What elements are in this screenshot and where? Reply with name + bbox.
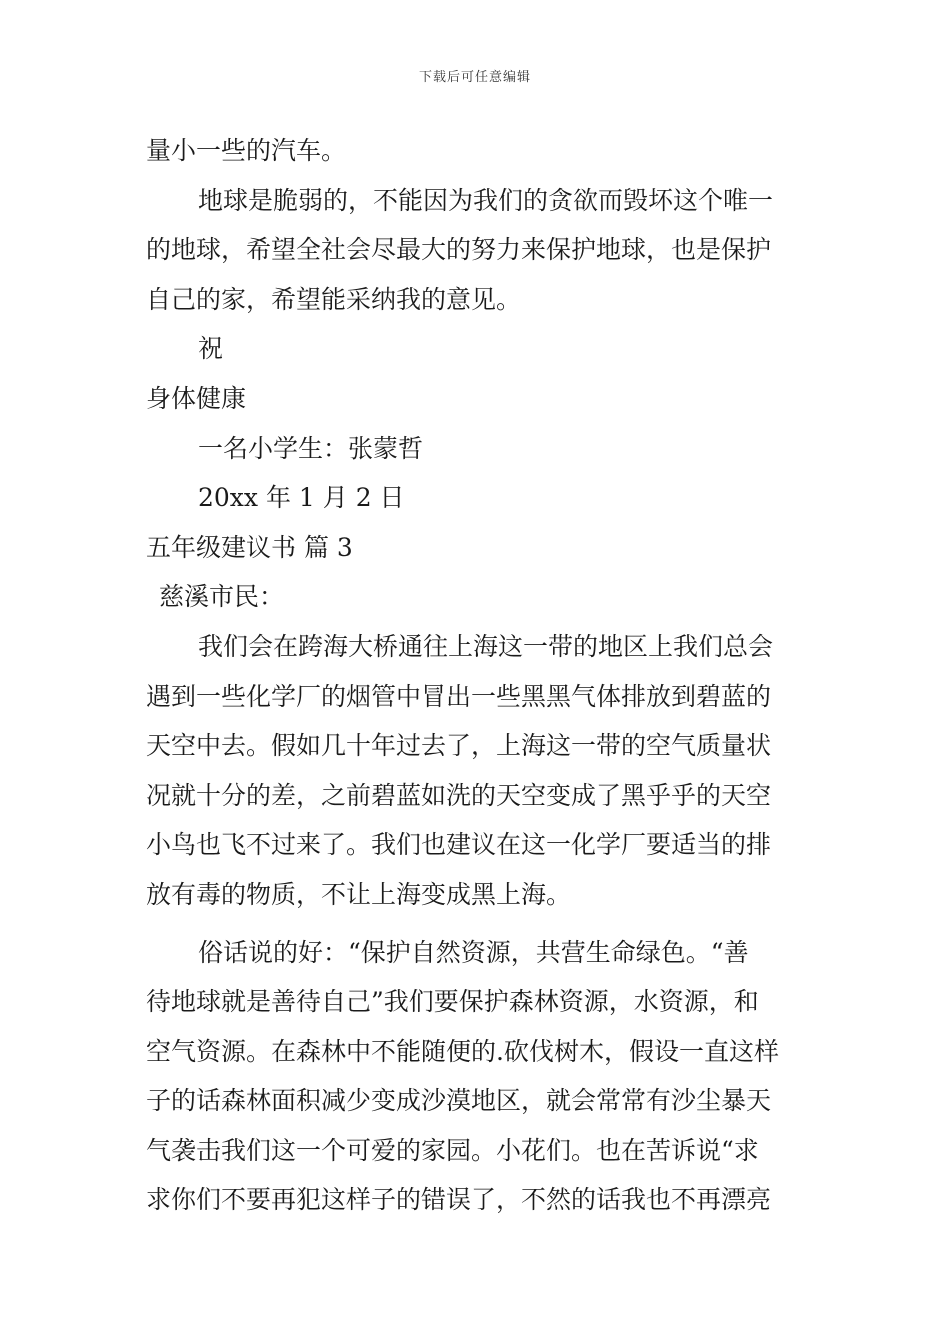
paragraph-line: 待地球就是善待自己”我们要保护森林资源，水资源，和 xyxy=(146,987,759,1017)
salutation-line: 身体健康 xyxy=(146,383,247,413)
paragraph-line: 自己的家，希望能采纳我的意见。 xyxy=(146,284,522,314)
paragraph-line: 气袭击我们这一个可爱的家园。小花们。也在苦诉说“求 xyxy=(146,1135,759,1165)
document-body xyxy=(146,126,806,1225)
date-line: 20xx 年 1 月 2 日 xyxy=(198,483,405,513)
paragraph-line: 俗话说的好：“保护自然资源，共营生命绿色。“善 xyxy=(198,937,749,967)
paragraph-line: 的地球，希望全社会尽最大的努力来保护地球，也是保护 xyxy=(146,235,772,265)
paragraph-line: 遇到一些化学厂的烟管中冒出一些黑黑气体排放到碧蓝的 xyxy=(146,681,772,711)
page-header-note: 下载后可任意编辑 xyxy=(418,70,531,85)
paragraph-line: 地球是脆弱的，不能因为我们的贪欲而毁坏这个唯一 xyxy=(198,185,774,215)
paragraph-line: 小鸟也飞不过来了。我们也建议在这一化学厂要适当的排 xyxy=(146,830,772,860)
paragraph-line: 子的话森林面积减少变成沙漠地区，就会常常有沙尘暴天 xyxy=(146,1086,772,1116)
paragraph-gap xyxy=(146,920,806,928)
signature-line: 一名小学生：张蒙哲 xyxy=(198,433,424,463)
paragraph-line: 空气资源。在森林中不能随便的.砍伐树木，假设一直这样 xyxy=(146,1036,779,1066)
paragraph-line: 放有毒的物质，不让上海变成黑上海。 xyxy=(146,879,572,909)
paragraph-line: 求你们不要再犯这样子的错误了，不然的话我也不再漂亮 xyxy=(146,1185,772,1215)
paragraph-line: 我们会在跨海大桥通往上海这一带的地区上我们总会 xyxy=(198,631,774,661)
section-title: 五年级建议书 篇 3 xyxy=(146,532,353,562)
paragraph-line: 天空中去。假如几十年过去了，上海这一带的空气质量状 xyxy=(146,731,772,761)
greeting-line: 慈溪市民： xyxy=(159,582,285,612)
paragraph-line: 况就十分的差，之前碧蓝如洗的天空变成了黑乎乎的天空 xyxy=(146,780,772,810)
paragraph-line: 量小一些的汽车。 xyxy=(146,136,347,165)
salutation-line: 祝 xyxy=(198,334,224,364)
